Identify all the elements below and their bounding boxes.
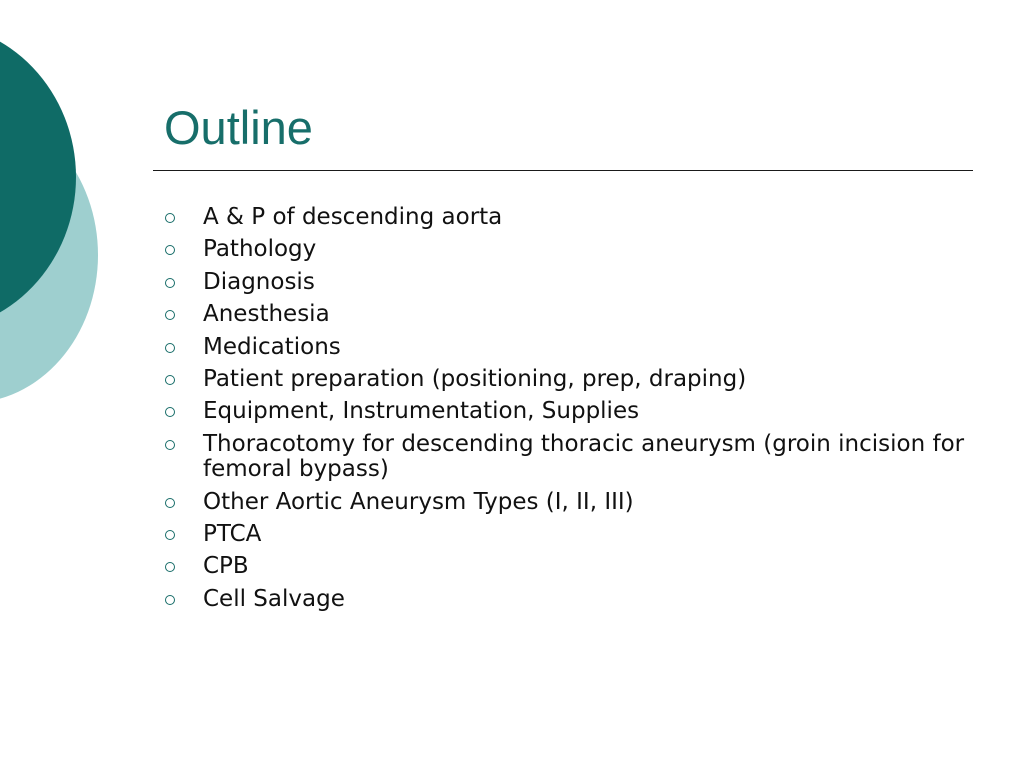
hollow-circle-bullet-icon [165, 375, 175, 385]
bullet-text: Pathology [203, 236, 317, 263]
hollow-circle-bullet-icon [165, 213, 175, 223]
bullet-text: CPB [203, 553, 249, 580]
hollow-circle-bullet-icon [165, 595, 175, 605]
bullet-text: Anesthesia [203, 301, 330, 328]
bullet-item [163, 302, 983, 328]
hollow-circle-bullet-icon [165, 498, 175, 508]
hollow-circle-bullet-icon [165, 245, 175, 255]
bullet-item [163, 432, 983, 483]
bullet-item [163, 399, 983, 425]
hollow-circle-bullet-icon [165, 530, 175, 540]
hollow-circle-bullet-icon [165, 310, 175, 320]
bullet-item [163, 522, 983, 548]
bullet-text: Equipment, Instrumentation, Supplies [203, 398, 640, 425]
hollow-circle-bullet-icon [165, 440, 175, 450]
bullet-text: Medications [203, 333, 341, 360]
bullet-item [163, 367, 983, 393]
bullet-item [163, 490, 983, 516]
bullet-text: A & P of descending aorta [203, 204, 503, 230]
bullet-text: Cell Salvage [203, 585, 345, 612]
slide-title: Outline [164, 101, 313, 154]
hollow-circle-bullet-icon [165, 343, 175, 353]
bullet-text: PTCA [203, 521, 262, 548]
bullet-text: Thoracotomy for descending thoracic aneurysm (groin incision for femoral bypass) [203, 430, 965, 483]
bullet-item [163, 554, 983, 580]
bullet-text: Patient preparation (positioning, prep, draping) [203, 365, 747, 392]
bullet-text: Diagnosis [203, 268, 315, 295]
bullet-item [163, 587, 983, 613]
bullet-item [163, 237, 983, 263]
bullet-list [163, 205, 983, 619]
hollow-circle-bullet-icon [165, 562, 175, 572]
hollow-circle-bullet-icon [165, 278, 175, 288]
bullet-item [163, 205, 983, 231]
title-divider [153, 170, 973, 171]
bullet-text: Other Aortic Aneurysm Types (I, II, III) [203, 488, 634, 515]
hollow-circle-bullet-icon [165, 407, 175, 417]
bullet-item [163, 270, 983, 296]
bullet-item [163, 335, 983, 361]
